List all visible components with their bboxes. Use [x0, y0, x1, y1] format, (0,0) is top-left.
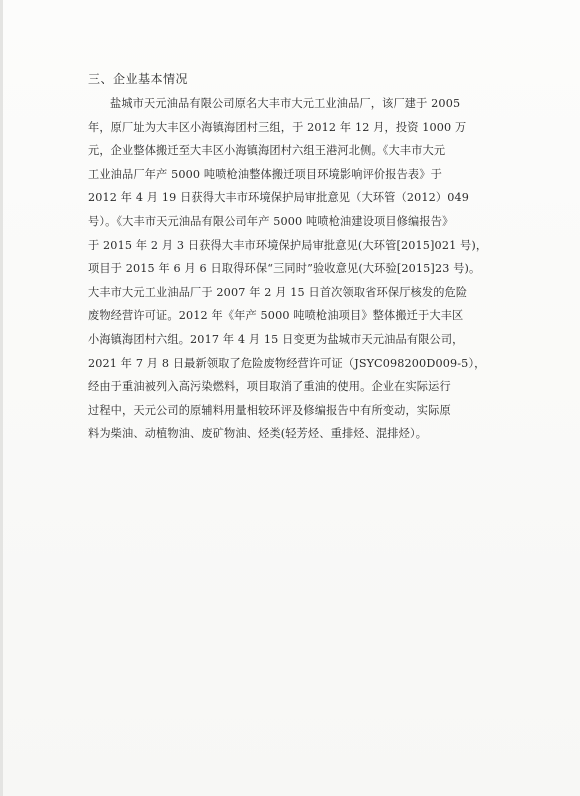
paragraph-line: 经由于重油被列入高污染燃料，项目取消了重油的使用。企业在实际运行: [88, 380, 451, 394]
paragraph-line: 料为柴油、动植物油、废矿物油、烃类(轻芳烃、重排烃、混排烃）。: [88, 427, 428, 441]
paragraph: [88, 92, 508, 446]
paragraph-line: 小海镇海团村六组。2017 年 4 月 15 日变更为盐城市天元油品有限公司，: [88, 332, 464, 346]
paragraph-line: 2021 年 7 月 8 日最新领取了危险废物经营许可证（JSYC098200D009-5），: [88, 356, 486, 370]
section-heading: 三、企业基本情况: [88, 72, 189, 86]
paragraph-line: 于 2015 年 2 月 3 日获得大丰市环境保护局审批意见(大环管[2015]021 号)，: [88, 238, 488, 252]
paragraph-line: 号）。《大丰市天元油品有限公司年产 5000 吨喷枪油建设项目修编报告》: [88, 214, 454, 228]
paragraph-line: 2012 年 4 月 19 日获得大丰市环境保护局审批意见（大环管（2012）049: [88, 191, 470, 205]
paragraph-line: 项目于 2015 年 6 月 6 日取得环保“三同时”验收意见(大环验[2015]23 号)。: [88, 262, 481, 276]
paragraph-line: 废物经营许可证。2012 年《年产 5000 吨喷枪油项目》整体搬迁于大丰区: [88, 309, 464, 323]
paragraph-line: 大丰市大元工业油品厂于 2007 年 2 月 15 日首次领取省环保厅核发的危险: [88, 285, 468, 299]
paragraph-line: 元，企业整体搬迁至大丰区小海镇海团村六组王港河北侧。《大丰市大元: [88, 144, 446, 158]
page-edge: [0, 0, 3, 796]
paragraph-line: 年，原厂址为大丰区小海镇海团村三组，于 2012 年 12 月，投资 1000 万: [88, 120, 467, 134]
paragraph-line: 过程中，天元公司的原辅料用量相较环评及修编报告中有所变动，实际原: [88, 403, 451, 417]
paragraph-line: 盐城市天元油品有限公司原名大丰市大元工业油品厂，该厂建于 2005: [110, 97, 461, 110]
paragraph-line: 工业油品厂年产 5000 吨喷枪油整体搬迁项目环境影响评价报告表》于: [88, 167, 442, 181]
